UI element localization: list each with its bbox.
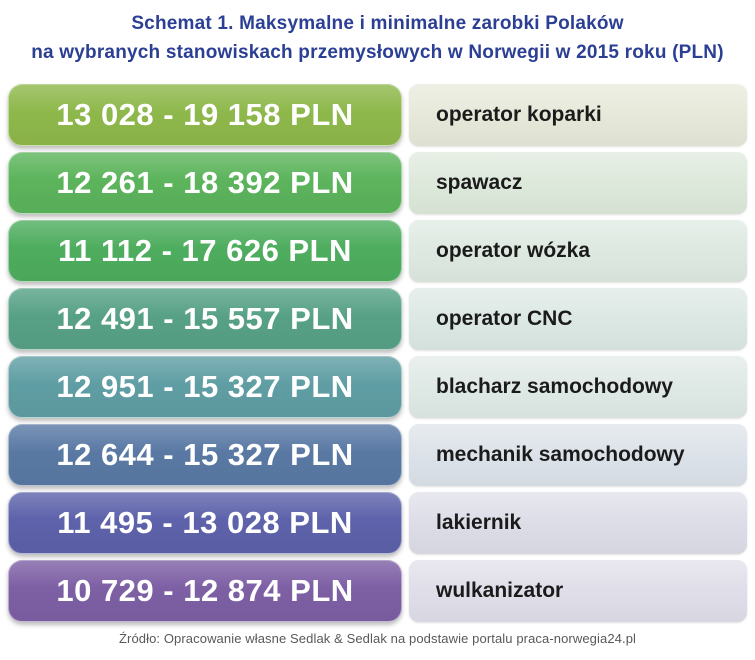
- salary-range-pill: 11 112 - 17 626 PLN: [8, 220, 402, 282]
- salary-range-pill: 12 261 - 18 392 PLN: [8, 152, 402, 214]
- salary-row: [8, 356, 747, 418]
- salary-range-pill: 11 495 - 13 028 PLN: [8, 492, 402, 554]
- job-label: spawacz: [409, 152, 747, 214]
- chart-title: [0, 0, 755, 67]
- salary-row: [8, 560, 747, 622]
- salary-row: [8, 220, 747, 282]
- salary-rows: [8, 84, 747, 628]
- job-label: mechanik samochodowy: [409, 424, 747, 486]
- salary-range-pill: 12 491 - 15 557 PLN: [8, 288, 402, 350]
- job-label: blacharz samochodowy: [409, 356, 747, 418]
- job-label: operator wózka: [409, 220, 747, 282]
- salary-range-pill: 13 028 - 19 158 PLN: [8, 84, 402, 146]
- salary-row: [8, 84, 747, 146]
- salary-range-pill: 12 644 - 15 327 PLN: [8, 424, 402, 486]
- job-label: wulkanizator: [409, 560, 747, 622]
- salary-row: [8, 288, 747, 350]
- salary-row: [8, 424, 747, 486]
- job-label: operator koparki: [409, 84, 747, 146]
- job-label: lakiernik: [409, 492, 747, 554]
- salary-row: [8, 152, 747, 214]
- chart-title-line-2: na wybranych stanowiskach przemysłowych w Norwegii w 2015 roku (PLN): [31, 42, 724, 63]
- source-note: Źródło: Opracowanie własne Sedlak & Sedlak na podstawie portalu praca-norwegia24.pl: [118, 631, 637, 646]
- salary-row: [8, 492, 747, 554]
- salary-range-pill: 12 951 - 15 327 PLN: [8, 356, 402, 418]
- salary-range-pill: 10 729 - 12 874 PLN: [8, 560, 402, 622]
- job-label: operator CNC: [409, 288, 747, 350]
- chart-title-line-1: Schemat 1. Maksymalne i minimalne zarobki Polaków: [131, 13, 624, 34]
